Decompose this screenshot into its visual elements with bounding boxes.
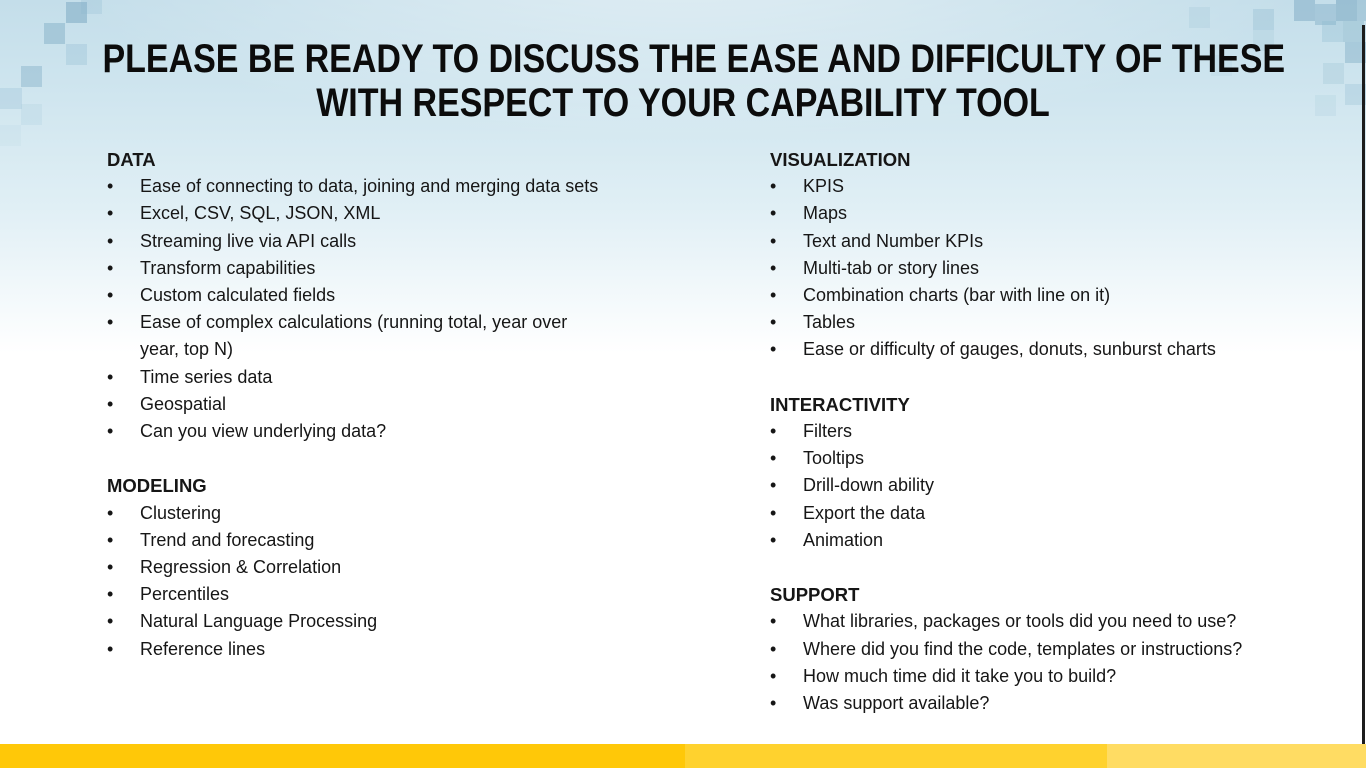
bullet-icon: • <box>107 285 114 306</box>
list-item <box>107 228 609 255</box>
section-interactivity <box>770 391 1336 554</box>
list-item <box>770 636 1336 663</box>
bullet-icon: • <box>770 421 777 442</box>
list-item-text: Combination charts (bar with line on it) <box>803 285 1111 306</box>
accent-bar-segment-gold-lighter <box>1107 744 1366 768</box>
list-item-text: Filters <box>803 421 852 442</box>
list-item <box>770 173 1336 200</box>
bullet-icon: • <box>107 230 114 251</box>
list-item-text: Percentiles <box>140 584 230 605</box>
bullet-icon: • <box>107 529 114 550</box>
list-item <box>107 527 609 554</box>
list-item <box>107 173 609 200</box>
list-item-text: Ease of connecting to data, joining and merging data sets <box>140 176 599 197</box>
section-support <box>770 581 1336 717</box>
list-item <box>770 472 1336 499</box>
bullet-icon: • <box>107 176 114 197</box>
list-item-text: Animation <box>803 529 884 550</box>
list-item-text: Ease or difficulty of gauges, donuts, sunburst charts <box>803 339 1216 360</box>
bullet-icon: • <box>107 611 114 632</box>
list-item <box>107 391 609 418</box>
section-data <box>107 146 609 445</box>
bullet-icon: • <box>770 176 777 197</box>
mosaic-square <box>1336 0 1357 21</box>
list-item-text: Regression & Correlation <box>140 557 342 578</box>
list-item-text: Clustering <box>140 502 222 523</box>
list-item <box>770 309 1336 336</box>
bullet-icon: • <box>770 285 777 306</box>
bullet-icon: • <box>107 421 114 442</box>
list-item <box>770 663 1336 690</box>
section-visualization <box>770 146 1336 364</box>
left-column <box>107 146 609 663</box>
list-item-text: Where did you find the code, templates or instructions? <box>803 638 1243 659</box>
list-item-text: Export the data <box>803 502 926 523</box>
list-item <box>107 282 609 309</box>
list-item-text: Transform capabilities <box>140 257 316 278</box>
list-item-text: Tooltips <box>803 448 865 469</box>
mosaic-square <box>1253 9 1274 30</box>
mosaic-square <box>81 0 102 14</box>
list-item <box>770 690 1336 717</box>
list-item <box>107 608 609 635</box>
list-item-text: Time series data <box>140 366 273 387</box>
list-item-text: Ease of complex calculations (running total, year over year, top N) <box>140 312 568 360</box>
list-item-text: Can you view underlying data? <box>140 421 387 442</box>
accent-bar-segment-gold <box>0 744 685 768</box>
right-column <box>770 146 1336 717</box>
list-item <box>770 500 1336 527</box>
title-line-1: PLEASE BE READY TO DISCUSS THE EASE AND DIFFICULTY OF THESE <box>102 37 1286 81</box>
mosaic-square <box>1357 0 1366 21</box>
list-item <box>770 255 1336 282</box>
bullet-icon: • <box>770 448 777 469</box>
list-item <box>770 445 1336 472</box>
bullet-icon: • <box>107 366 114 387</box>
list-item <box>770 200 1336 227</box>
bullet-icon: • <box>107 203 114 224</box>
bullet-icon: • <box>770 203 777 224</box>
section-heading: DATA <box>107 149 156 170</box>
bullet-icon: • <box>770 665 777 686</box>
list-item-text: Trend and forecasting <box>140 529 315 550</box>
list-item-text: Custom calculated fields <box>140 285 336 306</box>
bullet-icon: • <box>770 502 777 523</box>
list-item <box>770 282 1336 309</box>
bullet-icon: • <box>770 257 777 278</box>
bullet-icon: • <box>770 638 777 659</box>
bullet-icon: • <box>107 393 114 414</box>
list-item <box>107 364 609 391</box>
list-item <box>770 336 1336 363</box>
list-item-text: KPIS <box>803 176 845 197</box>
list-item-text: Maps <box>803 203 848 224</box>
list-item <box>107 581 609 608</box>
bullet-icon: • <box>770 611 777 632</box>
list-item <box>770 527 1336 554</box>
list-item <box>107 500 609 527</box>
list-item-text: Was support available? <box>803 693 990 714</box>
section-heading: SUPPORT <box>770 584 860 606</box>
bottom-accent-bar <box>0 744 1366 768</box>
list-item-text: Natural Language Processing <box>140 611 378 632</box>
bullet-icon: • <box>107 257 114 278</box>
list-item <box>770 418 1336 445</box>
list-item-text: What libraries, packages or tools did you need to use? <box>803 611 1237 632</box>
list-item-text: Tables <box>803 312 856 333</box>
page-title <box>0 37 1366 125</box>
list-item-text: Reference lines <box>140 638 266 659</box>
list-item <box>770 228 1336 255</box>
bullet-icon: • <box>107 584 114 605</box>
list-item <box>107 309 609 363</box>
bullet-icon: • <box>107 312 114 333</box>
list-item-text: How much time did it take you to build? <box>803 665 1117 686</box>
bullet-icon: • <box>107 638 114 659</box>
bullet-icon: • <box>770 230 777 251</box>
bullet-icon: • <box>770 475 777 496</box>
list-item-text: Excel, CSV, SQL, JSON, XML <box>140 203 381 224</box>
section-heading: MODELING <box>107 475 207 497</box>
bullet-icon: • <box>770 693 777 714</box>
list-item <box>107 554 609 581</box>
list-item <box>770 608 1336 635</box>
section-modeling <box>107 472 609 662</box>
mosaic-square <box>1294 0 1315 21</box>
section-heading: INTERACTIVITY <box>770 393 910 415</box>
title-line-2: WITH RESPECT TO YOUR CAPABILITY TOOL <box>316 81 1050 125</box>
list-item <box>107 200 609 227</box>
bullet-icon: • <box>770 312 777 333</box>
list-item <box>107 636 609 663</box>
bullet-icon: • <box>107 557 114 578</box>
bullet-icon: • <box>107 502 114 523</box>
bullet-icon: • <box>770 529 777 550</box>
accent-bar-segment-gold-light <box>685 744 1107 768</box>
bullet-icon: • <box>770 339 777 360</box>
list-item-text: Streaming live via API calls <box>140 230 357 251</box>
list-item <box>107 418 609 445</box>
list-item-text: Drill-down ability <box>803 475 935 496</box>
section-heading: VISUALIZATION <box>770 149 911 170</box>
list-item <box>107 255 609 282</box>
mosaic-square <box>1189 7 1210 28</box>
slide-right-border <box>1362 25 1365 744</box>
list-item-text: Geospatial <box>140 393 227 414</box>
list-item-text: Multi-tab or story lines <box>803 257 980 278</box>
list-item-text: Text and Number KPIs <box>803 230 984 251</box>
mosaic-square <box>0 125 21 146</box>
